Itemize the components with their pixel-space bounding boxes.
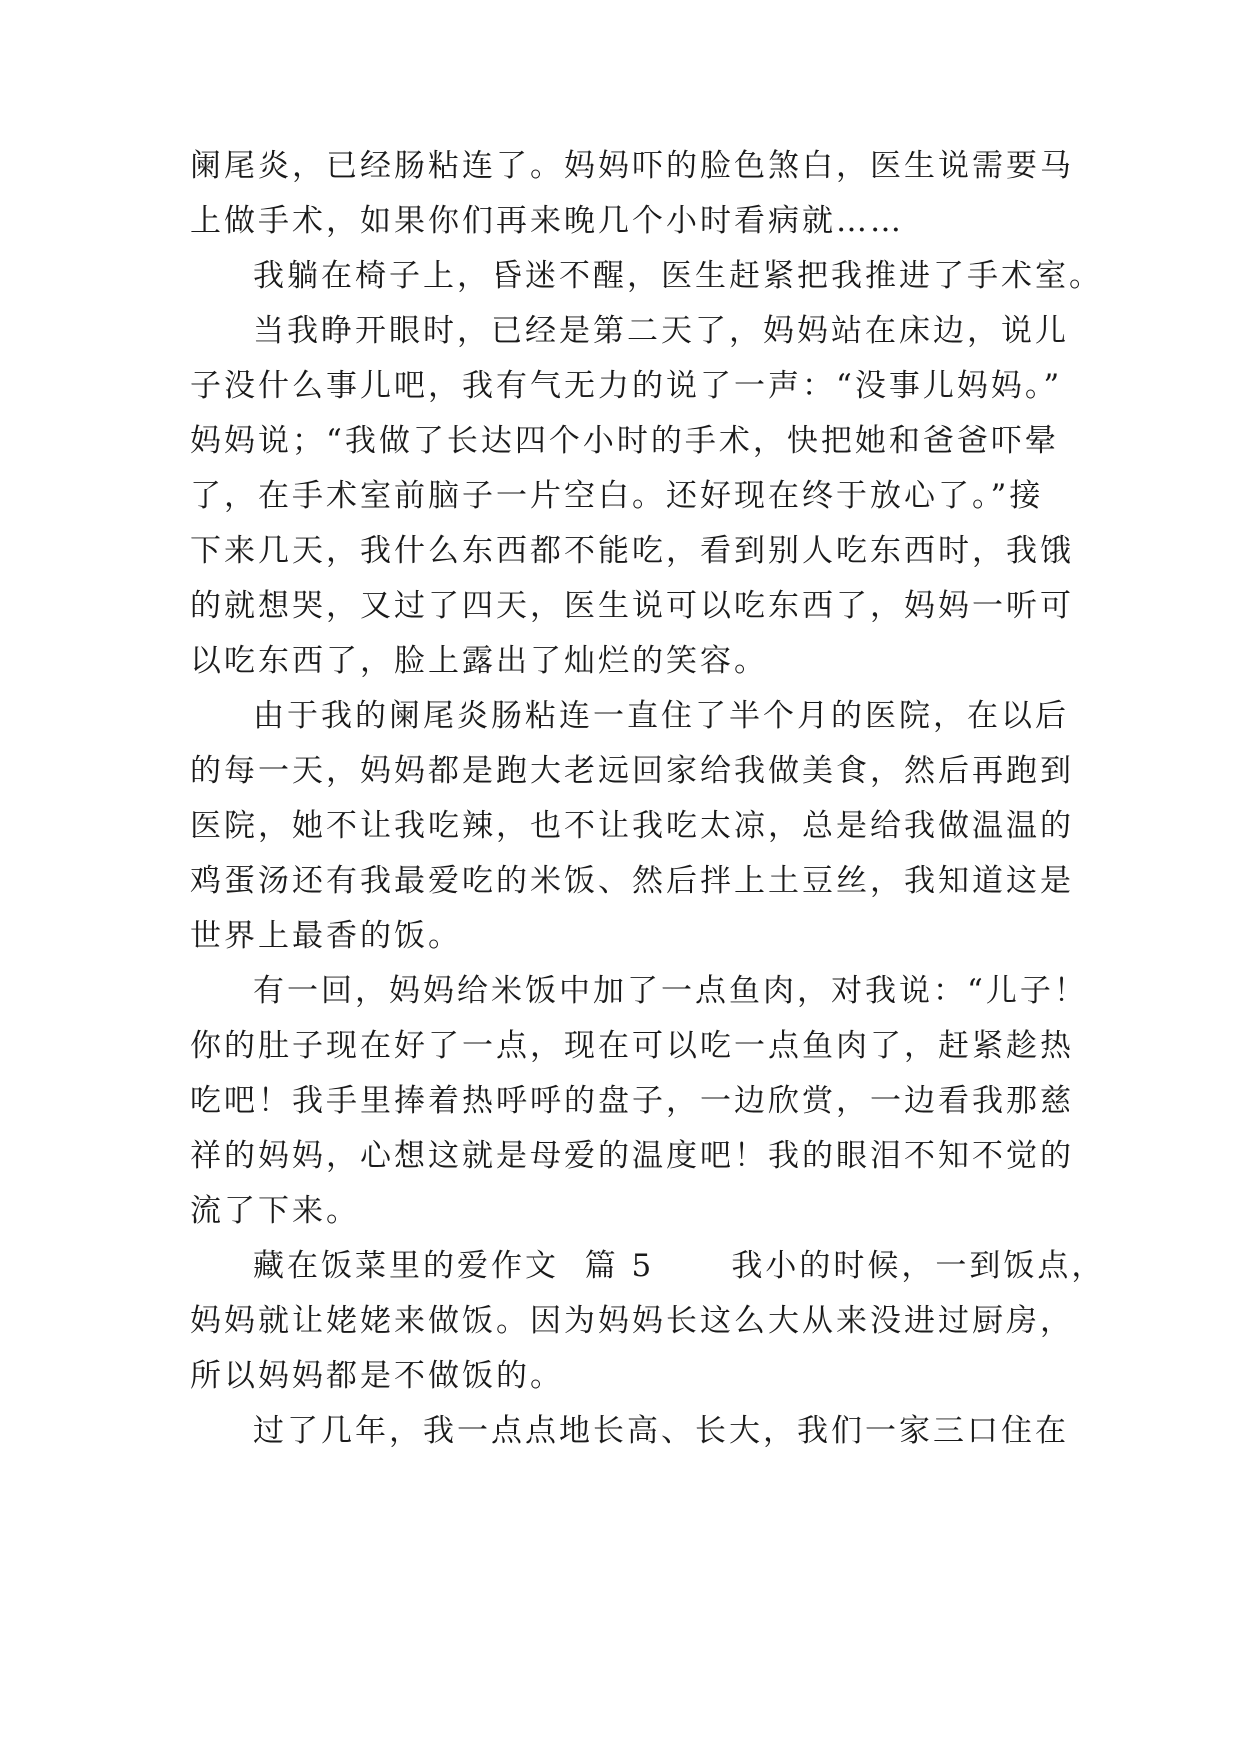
text-line: 以吃东西了，脸上露出了灿烂的笑容。 <box>190 643 768 679</box>
text-line: 妈妈就让姥姥来做饭。因为妈妈长这么大从来没进过厨房， <box>190 1303 1074 1339</box>
text-line: 过了几年，我一点点地长高、长大，我们一家三口住在 <box>253 1413 1069 1449</box>
text-line: 的就想哭，又过了四天，医生说可以吃东西了，妈妈一听可 <box>190 588 1074 624</box>
text-line: 你的肚子现在好了一点，现在可以吃一点鱼肉了，赶紧趁热 <box>190 1028 1074 1064</box>
text-line: 当我睁开眼时，已经是第二天了，妈妈站在床边，说儿 <box>253 313 1069 349</box>
text-line: 上做手术，如果你们再来晚几个小时看病就…… <box>190 203 904 239</box>
text-line: 世界上最香的饭。 <box>190 918 462 954</box>
text-line: 鸡蛋汤还有我最爱吃的米饭、然后拌上土豆丝，我知道这是 <box>190 863 1074 899</box>
text-line: 由于我的阑尾炎肠粘连一直住了半个月的医院，在以后 <box>253 698 1069 734</box>
text-line: 所以妈妈都是不做饭的。 <box>190 1358 564 1394</box>
text-line: 祥的妈妈，心想这就是母爱的温度吧！我的眼泪不知不觉的 <box>190 1138 1074 1174</box>
text-line: 吃吧！我手里捧着热呼呼的盘子，一边欣赏，一边看我那慈 <box>190 1083 1074 1119</box>
text-line: 有一回，妈妈给米饭中加了一点鱼肉，对我说：“儿子！ <box>253 973 1088 1009</box>
text-line: 阑尾炎，已经肠粘连了。妈妈吓的脸色煞白，医生说需要马 <box>190 148 1074 184</box>
text-line: 的每一天，妈妈都是跑大老远回家给我做美食，然后再跑到 <box>190 753 1074 789</box>
text-line: 下来几天，我什么东西都不能吃，看到别人吃东西时，我饿 <box>190 533 1074 569</box>
text-line: 子没什么事儿吧，我有气无力的说了一声：“没事儿妈妈。” <box>190 368 1063 404</box>
text-line: 了，在手术室前脑子一片空白。还好现在终于放心了。”接 <box>190 478 1044 514</box>
text-line: 医院，她不让我吃辣，也不让我吃太凉，总是给我做温温的 <box>190 808 1074 844</box>
text-line: 藏在饭菜里的爱作文 篇 5 我小的时候，一到饭点， <box>253 1248 1106 1284</box>
text-line: 妈妈说；“我做了长达四个小时的手术，快把她和爸爸吓晕 <box>190 423 1059 459</box>
text-line: 我躺在椅子上，昏迷不醒，医生赶紧把我推进了手术室。 <box>253 258 1103 294</box>
text-line: 流了下来。 <box>190 1193 360 1229</box>
